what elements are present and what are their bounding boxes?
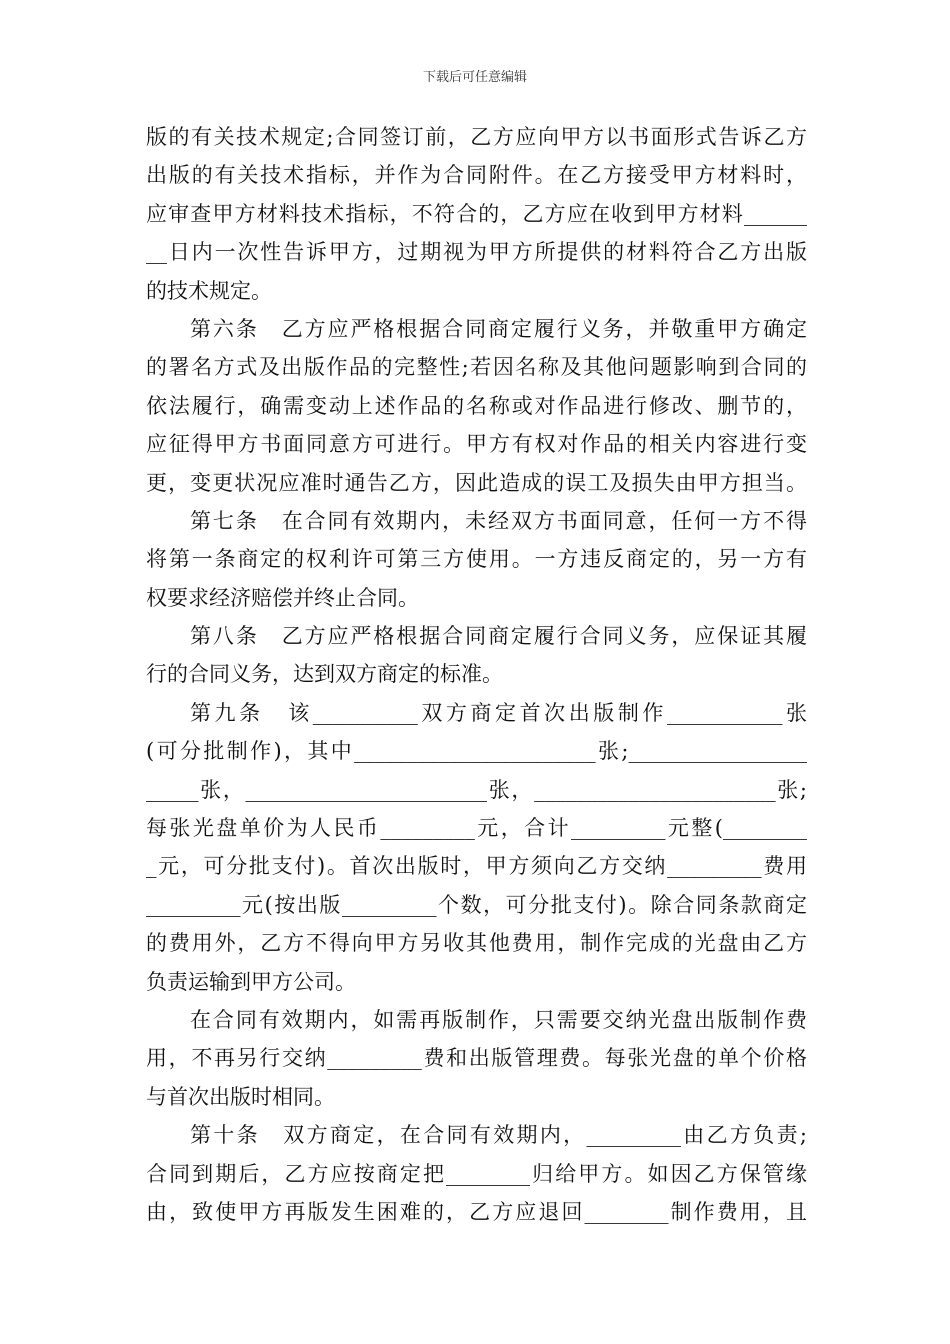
text-line: 的费用外，乙方不得向甲方另收其他费用，制作完成的光盘由乙方 [146, 931, 807, 956]
text-line: 由，致使甲方再版发生困难的，乙方应退回________制作费用，且 [146, 1199, 807, 1224]
text-line: __日内一次性告诉甲方，过期视为甲方所提供的材料符合乙方出版 [146, 240, 807, 265]
page-header: 下载后可任意编辑 [422, 70, 527, 85]
text-line: (可分批制作)，其中_______________________张;_________________ [146, 739, 807, 764]
text-line: 每张光盘单价为人民币_________元，合计_________元整(________ [146, 816, 807, 841]
text-line: 更，变更状况应准时通告乙方，因此造成的误工及损失由甲方担当。 [146, 470, 807, 495]
text-line: 应征得甲方书面同意方可进行。甲方有权对作品的相关内容进行变 [146, 432, 807, 457]
text-line: 用，不再另行交纳_________费和出版管理费。每张光盘的单个价格 [146, 1046, 807, 1071]
text-line: 版的有关技术规定;合同签订前，乙方应向甲方以书面形式告诉乙方 [146, 125, 807, 149]
text-line: _________元(按出版_________个数，可分批支付)。除合同条款商定 [146, 892, 807, 917]
text-line: 的署名方式及出版作品的完整性;若因名称及其他问题影响到合同的 [146, 355, 807, 380]
text-line: _元，可分批支付)。首次出版时，甲方须向乙方交纳_________费用 [146, 854, 807, 879]
text-line: 将第一条商定的权利许可第三方使用。一方违反商定的，另一方有 [146, 547, 807, 572]
text-line: 负责运输到甲方公司。 [146, 969, 356, 994]
text-line: 依法履行，确需变动上述作品的名称或对作品进行修改、删节的， [146, 393, 807, 418]
text-line: 合同到期后，乙方应按商定把________归给甲方。如因乙方保管缘 [146, 1161, 807, 1186]
text-line: _____张，_______________________张，_______________________张; [146, 777, 807, 802]
text-line: 第十条 双方商定，在合同有效期内，_________由乙方负责; [190, 1123, 807, 1148]
text-line: 与首次出版时相同。 [146, 1084, 335, 1109]
text-line: 行的合同义务，达到双方商定的标准。 [146, 662, 503, 687]
text-line: 在合同有效期内，如需再版制作，只需要交纳光盘出版制作费 [190, 1007, 807, 1032]
text-line: 的技术规定。 [146, 278, 272, 303]
text-line: 第六条 乙方应严格根据合同商定履行义务，并敬重甲方确定 [190, 316, 807, 341]
text-line: 出版的有关技术指标，并作为合同附件。在乙方接受甲方材料时， [146, 163, 807, 188]
text-line: 第八条 乙方应严格根据合同商定履行合同义务，应保证其履 [190, 624, 807, 649]
document-body [146, 118, 807, 1231]
text-line: 第九条 该__________双方商定首次出版制作___________张 [190, 700, 807, 725]
text-line: 应审查甲方材料技术指标，不符合的，乙方应在收到甲方材料______ [146, 201, 807, 226]
text-line: 第七条 在合同有效期内，未经双方书面同意，任何一方不得 [190, 508, 807, 533]
text-line: 权要求经济赔偿并终止合同。 [146, 585, 419, 610]
